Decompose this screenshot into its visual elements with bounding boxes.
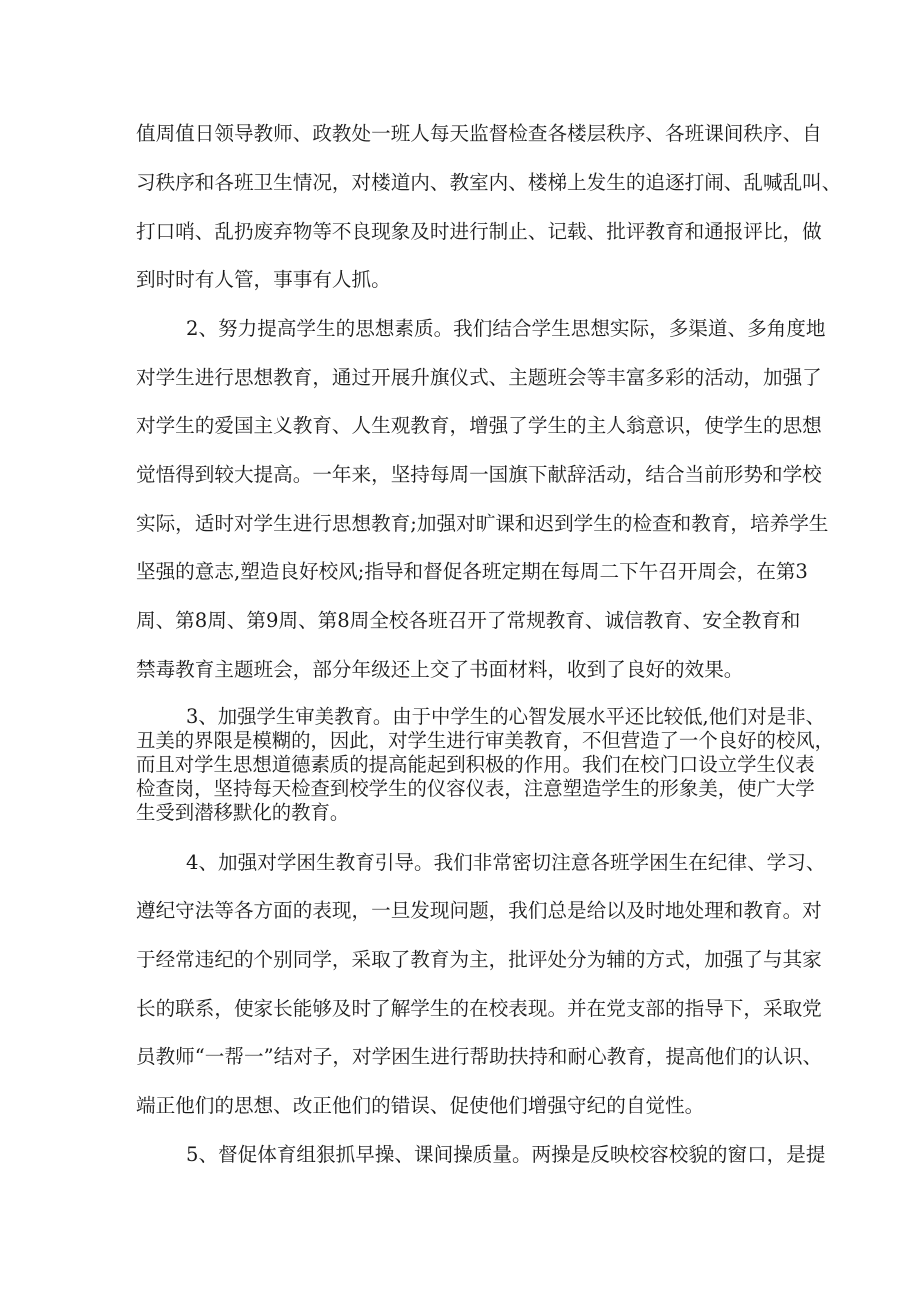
paragraph-line: 周、第8周、第9周、第8周全校各班召开了常规教育、诚信教育、安全教育和: [136, 609, 801, 632]
paragraph-line: 对学生的爱国主义教育、人生观教育，增强了学生的主人翁意识，使学生的思想: [136, 414, 822, 437]
paragraph-line: 检查岗，坚持每天检查到校学生的仪容仪表，注意塑造学生的形象美，使广大学: [136, 777, 815, 800]
paragraph-line: 于经常违纪的个别同学，采取了教育为主，批评处分为辅的方式，加强了与其家: [136, 948, 822, 971]
paragraph-line: 4、加强对学困生教育引导。我们非常密切注意各班学困生在纪律、学习、: [186, 851, 826, 874]
paragraph-line: 而且对学生思想道德素质的提高能起到积极的作用。我们在校门口设立学生仪表: [136, 753, 815, 776]
paragraph-line: 坚强的意志,塑造良好校风;指导和督促各班定期在每周二下午召开周会，在第3: [136, 560, 808, 583]
paragraph-line: 遵纪守法等各方面的表现，一旦发现问题，我们总是给以及时地处理和教育。对: [136, 899, 822, 922]
paragraph-line: 长的联系，使家长能够及时了解学生的在校表现。并在党支部的指导下，采取党: [136, 997, 822, 1020]
paragraph-line: 觉悟得到较大提高。一年来，坚持每周一国旗下献辞活动，结合当前形势和学校: [136, 463, 822, 486]
paragraph-line: 对学生进行思想教育，通过开展升旗仪式、主题班会等丰富多彩的活动，加强了: [136, 366, 822, 389]
paragraph-line: 禁毒教育主题班会，部分年级还上交了书面材料，收到了良好的效果。: [136, 658, 744, 681]
paragraph-line: 生受到潜移默化的教育。: [136, 801, 350, 824]
paragraph-line: 丑美的界限是模糊的，因此，对学生进行审美教育，不但营造了一个良好的校风，: [136, 729, 835, 752]
paragraph-line: 值周值日领导教师、政教处一班人每天监督检查各楼层秩序、各班课间秩序、自: [136, 122, 822, 145]
paragraph-line: 习秩序和各班卫生情况，对楼道内、教室内、楼梯上发生的追逐打闹、乱喊乱叫、: [136, 171, 842, 194]
paragraph-line: 打口哨、乱扔废弃物等不良现象及时进行制止、记载、批评教育和通报评比，做: [136, 220, 822, 243]
paragraph-line: 实际，适时对学生进行思想教育;加强对旷课和迟到学生的检查和教育，培养学生: [136, 512, 829, 535]
paragraph-line: 5、督促体育组狠抓早操、课间操质量。两操是反映校容校貌的窗口，是提: [186, 1143, 826, 1166]
paragraph-line: 到时时有人管，事事有人抓。: [136, 268, 391, 291]
paragraph-line: 3、加强学生审美教育。由于中学生的心智发展水平还比较低,他们对是非、: [186, 705, 825, 728]
paragraph-line: 2、努力提高学生的思想素质。我们结合学生思想实际，多渠道、多角度地: [186, 317, 826, 340]
paragraph-line: 端正他们的思想、改正他们的错误、促使他们增强守纪的自觉性。: [136, 1094, 705, 1117]
paragraph-line: 员教师“一帮一”结对子，对学困生进行帮助扶持和耐心教育，提高他们的认识、: [136, 1045, 823, 1068]
